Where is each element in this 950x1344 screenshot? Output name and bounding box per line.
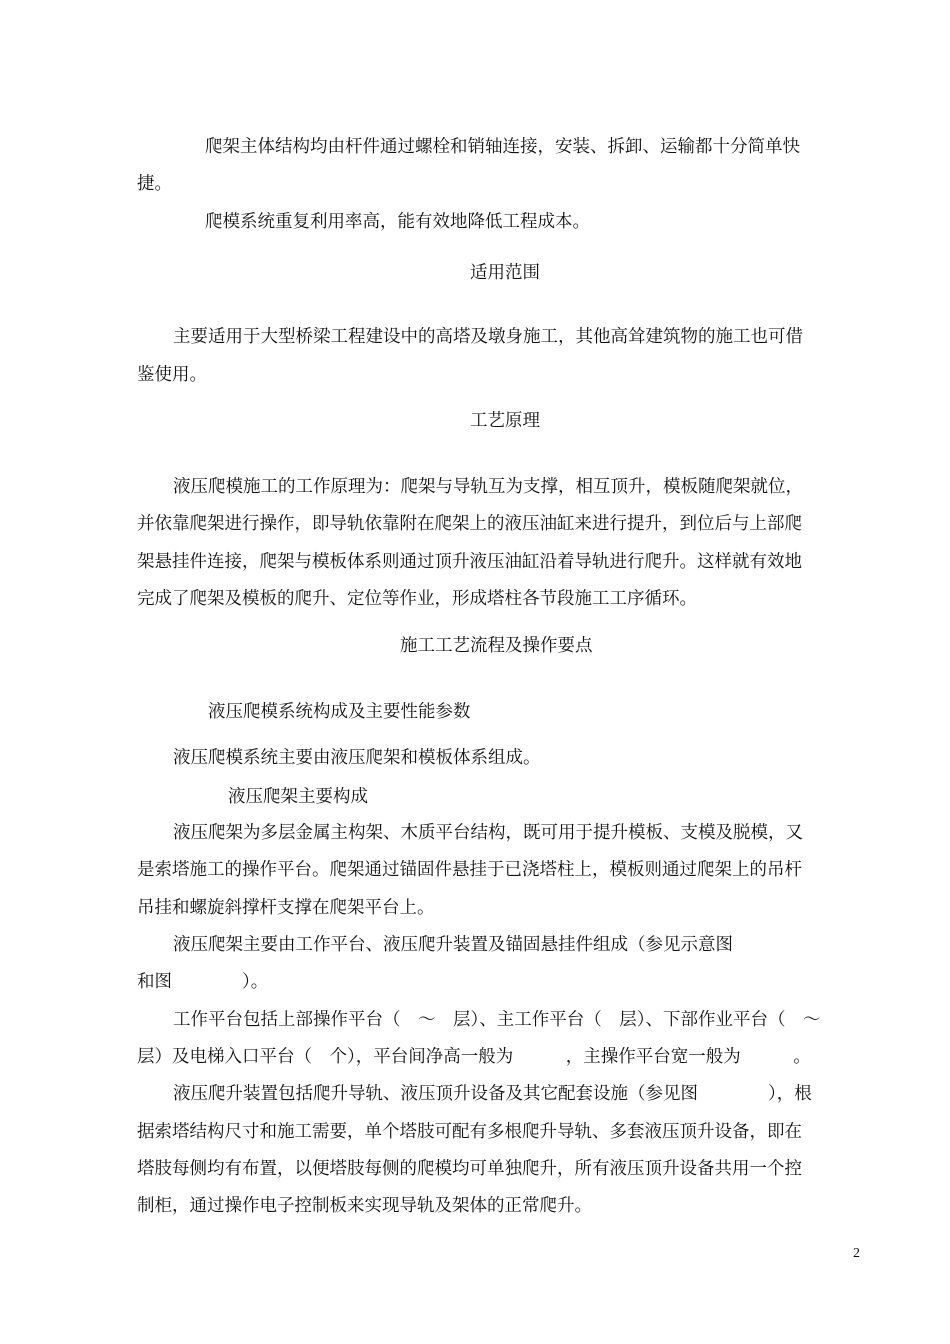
body-line: 液压爬升装置包括爬升导轨、液压顶升设备及其它配套设施（参见图 ），根 [173, 1084, 812, 1104]
body-line: 液压爬模系统主要由液压爬架和模板体系组成。 [173, 748, 541, 768]
body-line: 层）及电梯入口平台（ 个），平台间净高一般为 ，主操作平台宽一般为 。 [137, 1047, 811, 1067]
body-line: 和图 ）。 [137, 972, 269, 992]
section-heading: 适用范围 [470, 263, 540, 283]
page-number: 2 [853, 1246, 860, 1261]
body-line: 吊挂和螺旋斜撑杆支撑在爬架平台上。 [137, 898, 435, 918]
body-line: 制柜，通过操作电子控制板来实现导轨及架体的正常爬升。 [137, 1196, 592, 1216]
body-line: 主要适用于大型桥梁工程建设中的高塔及墩身施工，其他高耸建筑物的施工也可借 [173, 327, 803, 347]
body-line: 据索塔结构尺寸和施工需要，单个塔肢可配有多根爬升导轨、多套液压顶升设备，即在 [137, 1122, 802, 1142]
body-line: 完成了爬架及模板的爬升、定位等作业，形成塔柱各节段施工工序循环。 [137, 589, 697, 609]
subsection-heading: 液压爬模系统构成及主要性能参数 [208, 702, 471, 722]
body-line: 架悬挂件连接，爬架与模板体系则通过顶升液压油缸沿着导轨进行爬升。这样就有效地 [137, 552, 802, 572]
body-line: 并依靠爬架进行操作，即导轨依靠附在爬架上的液压油缸来进行提升，到位后与上部爬 [137, 514, 802, 534]
body-line: 鉴使用。 [137, 365, 207, 385]
section-heading: 施工工艺流程及操作要点 [400, 636, 593, 656]
section-heading: 工艺原理 [470, 411, 540, 431]
body-line: 液压爬模施工的工作原理为：爬架与导轨互为支撑，相互顶升，模板随爬架就位， [173, 477, 803, 497]
body-line: 塔肢每侧均有布置，以便塔肢每侧的爬模均可单独爬升，所有液压顶升设备共用一个控 [137, 1159, 802, 1179]
subsection-heading: 液压爬架主要构成 [228, 787, 368, 807]
body-line: 液压爬架主要由工作平台、液压爬升装置及锚固悬挂件组成（参见示意图 [173, 935, 733, 955]
body-line: 捷。 [137, 174, 172, 194]
body-line: 是索塔施工的操作平台。爬架通过锚固件悬挂于已浇塔柱上，模板则通过爬架上的吊杆 [137, 860, 802, 880]
body-line: 爬架主体结构均由杆件通过螺栓和销轴连接，安装、拆卸、运输都十分简单快 [205, 137, 800, 157]
body-line: 爬模系统重复利用率高，能有效地降低工程成本。 [205, 212, 590, 232]
body-line: 工作平台包括上部操作平台（ ～ 层）、主工作平台（ 层）、下部作业平台（ ～ [173, 1010, 821, 1030]
body-line: 液压爬架为多层金属主构架、木质平台结构，既可用于提升模板、支模及脱模，又 [173, 823, 803, 843]
